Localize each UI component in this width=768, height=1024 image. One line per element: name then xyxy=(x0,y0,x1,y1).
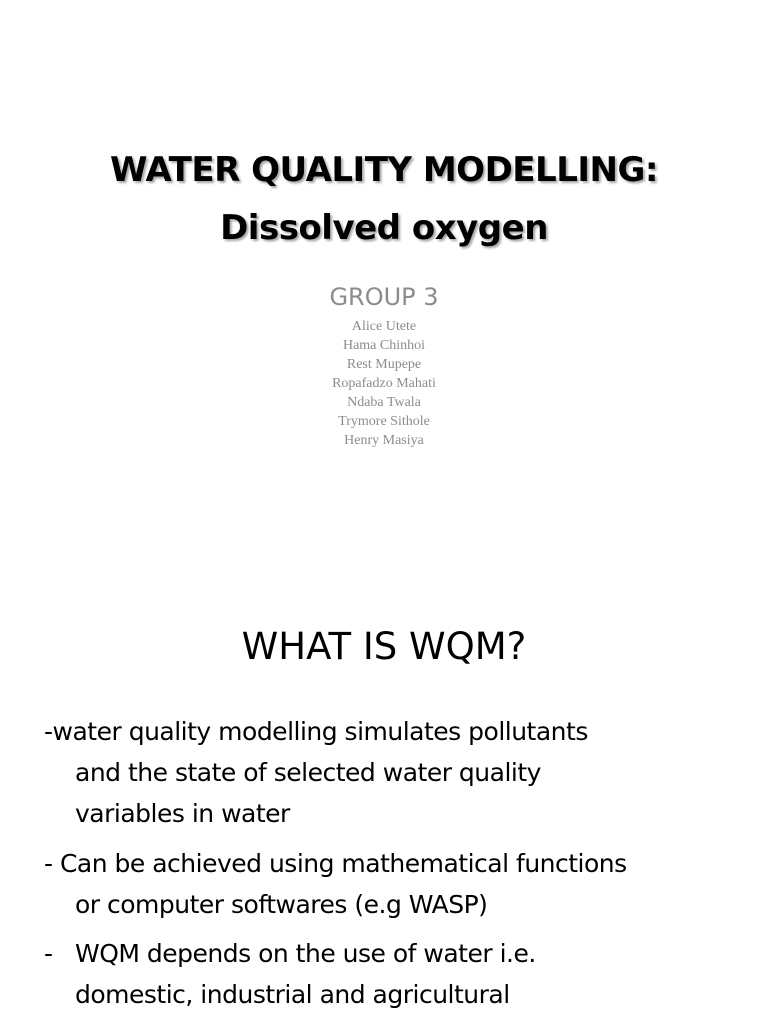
bullet-2-line-1: - Can be achieved using mathematical functions xyxy=(44,849,627,878)
member-name: Ropafadzo Mahati xyxy=(332,376,436,391)
member-name: Hama Chinhoi xyxy=(342,338,426,353)
bullet-1-line-1: -water quality modelling simulates pollutants xyxy=(44,717,588,746)
bullet-2-line-2: or computer softwares (e.g WASP) xyxy=(75,890,488,919)
slide-title-line-2: Dissolved oxygen xyxy=(220,208,548,248)
bullet-3-line-1: WQM depends on the use of water i.e. xyxy=(75,939,536,968)
group-label: GROUP 3 xyxy=(329,283,439,311)
bullet-1-line-3: variables in water xyxy=(75,799,290,828)
content-slide xyxy=(0,590,768,1024)
member-name: Rest Mupepe xyxy=(346,357,422,372)
slide-heading: WHAT IS WQM? xyxy=(241,625,527,668)
bullet-3-line-2: domestic, industrial and agricultural xyxy=(75,980,510,1009)
member-name: Ndaba Twala xyxy=(347,395,421,410)
bullet-1-line-2: and the state of selected water quality xyxy=(75,758,541,787)
member-name: Alice Utete xyxy=(351,319,417,334)
member-name: Trymore Sithole xyxy=(338,414,430,429)
slide-title-line-1: WATER QUALITY MODELLING: xyxy=(110,150,658,190)
bullet-3-marker: - xyxy=(44,939,53,968)
member-name: Henry Masiya xyxy=(344,433,424,448)
